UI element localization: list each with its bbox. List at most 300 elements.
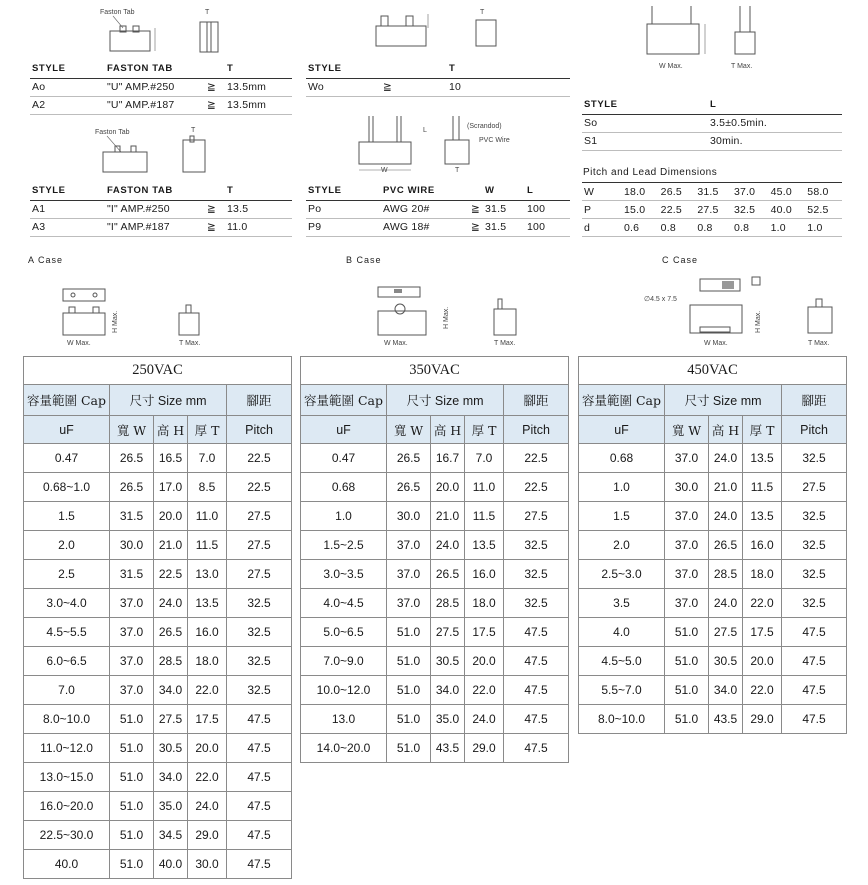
- pitch-cell: 22.5: [227, 444, 292, 473]
- style-cell: A3: [30, 218, 105, 236]
- t-cell: 13.5mm: [225, 78, 292, 96]
- height-cell: 35.0: [154, 792, 188, 821]
- width-cell: 51.0: [665, 705, 709, 734]
- capacity-cell: 8.0~10.0: [579, 705, 665, 734]
- a-case-drawing: [55, 285, 215, 347]
- height-cell: 27.5: [154, 705, 188, 734]
- capacity-cell: 6.0~6.5: [24, 647, 110, 676]
- thickness-cell: 18.0: [188, 647, 227, 676]
- pvc-wire-drawing: [355, 112, 525, 174]
- table-row: [24, 531, 292, 560]
- height-cell: 24.0: [431, 531, 465, 560]
- c-case-label: C Case: [662, 255, 699, 265]
- w-cell: 31.5: [483, 218, 525, 236]
- pitch-cell: 47.5: [227, 734, 292, 763]
- col-t: T: [225, 182, 292, 200]
- col-pitch: 腳距: [782, 385, 847, 416]
- t-cell: 13.5mm: [225, 96, 292, 114]
- thickness-cell: 13.5: [465, 531, 504, 560]
- pitch-cell: 47.5: [227, 763, 292, 792]
- thickness-cell: 13.0: [188, 560, 227, 589]
- height-cell: 28.5: [431, 589, 465, 618]
- style-cell: A1: [30, 200, 105, 218]
- width-cell: 37.0: [665, 531, 709, 560]
- height-cell: 34.0: [709, 676, 743, 705]
- sym-cell: ≧: [205, 78, 225, 96]
- capacity-cell: 14.0~20.0: [301, 734, 387, 763]
- col-faston-tab: FASTON TAB: [105, 182, 205, 200]
- h-max-label-a: H Max.: [112, 310, 119, 333]
- sub-uf: uF: [579, 416, 665, 444]
- pvc-wire-label: PVC Wire: [479, 137, 510, 144]
- col-w: W: [483, 182, 525, 200]
- sub-thickness: 厚 T: [188, 416, 227, 444]
- pitch-cell: 18.0: [622, 183, 659, 201]
- width-cell: 26.5: [387, 473, 431, 502]
- wo-drawing: [368, 6, 508, 52]
- w-max-label-b: W Max.: [384, 340, 408, 347]
- thickness-cell: 17.5: [743, 618, 782, 647]
- thickness-cell: 11.0: [188, 502, 227, 531]
- width-cell: 37.0: [387, 531, 431, 560]
- pitch-cell: 47.5: [782, 647, 847, 676]
- sub-pitch: Pitch: [504, 416, 569, 444]
- height-cell: 16.5: [154, 444, 188, 473]
- height-cell: 21.0: [154, 531, 188, 560]
- width-cell: 37.0: [110, 676, 154, 705]
- height-cell: 27.5: [431, 618, 465, 647]
- width-cell: 51.0: [665, 647, 709, 676]
- pitch-cell: 27.5: [227, 502, 292, 531]
- table-row: [301, 705, 569, 734]
- height-cell: 21.0: [709, 473, 743, 502]
- sub-pitch: Pitch: [782, 416, 847, 444]
- voltage-header: 350VAC: [301, 357, 569, 385]
- height-cell: 43.5: [431, 734, 465, 763]
- thickness-cell: 18.0: [465, 589, 504, 618]
- sub-uf: uF: [24, 416, 110, 444]
- capacity-cell: 4.0~4.5: [301, 589, 387, 618]
- pitch-cell: 47.5: [227, 705, 292, 734]
- col-style: STYLE: [306, 182, 381, 200]
- height-cell: 34.0: [154, 676, 188, 705]
- height-cell: 21.0: [431, 502, 465, 531]
- capacity-cell: 3.5: [579, 589, 665, 618]
- col-capacity: 容量範圍 Cap: [301, 385, 387, 416]
- pitch-cell: 27.5: [695, 201, 732, 219]
- table-row: [301, 618, 569, 647]
- thickness-cell: 29.0: [188, 821, 227, 850]
- capacity-cell: 16.0~20.0: [24, 792, 110, 821]
- width-cell: 37.0: [387, 589, 431, 618]
- thickness-cell: 16.0: [743, 531, 782, 560]
- t-max-label-a: T Max.: [179, 340, 201, 347]
- capacity-cell: 7.0: [24, 676, 110, 705]
- table-row: [24, 792, 292, 821]
- sub-thickness: 厚 T: [743, 416, 782, 444]
- thickness-cell: 22.0: [743, 589, 782, 618]
- faston-tab-drawing-a: [95, 6, 225, 56]
- capacity-cell: 4.5~5.5: [24, 618, 110, 647]
- lead-drawing: [635, 2, 775, 74]
- height-cell: 26.5: [709, 531, 743, 560]
- capacity-cell: 5.0~6.5: [301, 618, 387, 647]
- thickness-cell: 22.0: [188, 763, 227, 792]
- pitch-cell: 32.5: [227, 589, 292, 618]
- style-cell: P9: [306, 218, 381, 236]
- l-cell: 100: [525, 218, 570, 236]
- table-row: [24, 647, 292, 676]
- table-row: [24, 821, 292, 850]
- pitch-cell: 32.5: [782, 531, 847, 560]
- l-cell: 30min.: [708, 132, 842, 150]
- thickness-cell: 8.5: [188, 473, 227, 502]
- thickness-cell: 7.0: [465, 444, 504, 473]
- table-row: [24, 618, 292, 647]
- width-cell: 37.0: [665, 589, 709, 618]
- sym-cell: ≧: [381, 78, 447, 96]
- pitch-cell: 47.5: [504, 647, 569, 676]
- height-cell: 24.0: [154, 589, 188, 618]
- pitch-cell: 47.5: [504, 618, 569, 647]
- sym-cell: ≧: [469, 200, 483, 218]
- tab-cell: "U" AMP.#250: [105, 78, 205, 96]
- height-cell: 30.5: [709, 647, 743, 676]
- pitch-cell: 47.5: [504, 676, 569, 705]
- pitch-row-label: P: [582, 201, 622, 219]
- capacity-cell: 0.47: [24, 444, 110, 473]
- pitch-cell: 32.5: [782, 502, 847, 531]
- height-cell: 30.5: [154, 734, 188, 763]
- capacity-cell: 2.5: [24, 560, 110, 589]
- sym-cell: ≧: [205, 96, 225, 114]
- pitch-cell: 47.5: [504, 734, 569, 763]
- width-cell: 51.0: [387, 647, 431, 676]
- width-cell: 51.0: [387, 618, 431, 647]
- t-cell: 10: [447, 78, 570, 96]
- width-cell: 51.0: [387, 734, 431, 763]
- pitch-cell: 1.0: [805, 219, 842, 237]
- width-cell: 26.5: [110, 473, 154, 502]
- pitch-cell: 22.5: [227, 473, 292, 502]
- width-cell: 51.0: [110, 734, 154, 763]
- pitch-cell: 40.0: [769, 201, 806, 219]
- width-cell: 37.0: [665, 502, 709, 531]
- scrandod-label: (Scrandod): [467, 123, 502, 130]
- table-row: [24, 589, 292, 618]
- height-cell: 30.5: [431, 647, 465, 676]
- pitch-cell: 22.5: [659, 201, 696, 219]
- pitch-cell: 1.0: [769, 219, 806, 237]
- table-row: [301, 647, 569, 676]
- capacity-cell: 40.0: [24, 850, 110, 879]
- thickness-cell: 30.0: [188, 850, 227, 879]
- width-cell: 37.0: [387, 560, 431, 589]
- pitch-cell: 37.0: [732, 183, 769, 201]
- col-pitch: 腳距: [504, 385, 569, 416]
- capacity-cell: 0.68~1.0: [24, 473, 110, 502]
- pitch-cell: 22.5: [504, 444, 569, 473]
- t-max-label-b: T Max.: [494, 340, 516, 347]
- col-t: T: [225, 60, 292, 78]
- capacity-cell: 3.0~3.5: [301, 560, 387, 589]
- thickness-cell: 13.5: [188, 589, 227, 618]
- style-cell: Po: [306, 200, 381, 218]
- capacity-cell: 1.0: [579, 473, 665, 502]
- thickness-cell: 22.0: [743, 676, 782, 705]
- style-cell: Ao: [30, 78, 105, 96]
- pitch-cell: 32.5: [227, 676, 292, 705]
- height-cell: 34.0: [154, 763, 188, 792]
- thickness-cell: 16.0: [188, 618, 227, 647]
- height-cell: 24.0: [709, 502, 743, 531]
- pvc-wire-table: [306, 182, 570, 237]
- capacity-cell: 2.0: [579, 531, 665, 560]
- hole-size-label: ∅4.5 x 7.5: [644, 296, 677, 303]
- table-row: [579, 647, 847, 676]
- tab-cell: "I" AMP.#250: [105, 200, 205, 218]
- thickness-cell: 22.0: [188, 676, 227, 705]
- capacitor-table-250vac: [23, 356, 292, 879]
- capacitor-table-450vac: [578, 356, 847, 734]
- height-cell: 26.5: [431, 560, 465, 589]
- width-cell: 51.0: [665, 618, 709, 647]
- pitch-cell: 0.8: [659, 219, 696, 237]
- pitch-cell: 32.5: [782, 589, 847, 618]
- style-cell: So: [582, 114, 708, 132]
- table-row: [24, 763, 292, 792]
- wo-table: [306, 60, 570, 97]
- h-max-label-b: H Max.: [443, 306, 450, 329]
- pitch-cell: 31.5: [695, 183, 732, 201]
- sub-uf: uF: [301, 416, 387, 444]
- wire-cell: AWG 20#: [381, 200, 469, 218]
- t-label-pvc: T: [455, 167, 460, 174]
- col-size: 尺寸 Size mm: [387, 385, 504, 416]
- height-cell: 24.0: [709, 589, 743, 618]
- t-cell: 13.5: [225, 200, 292, 218]
- pitch-cell: 45.0: [769, 183, 806, 201]
- tab-cell: "I" AMP.#187: [105, 218, 205, 236]
- pitch-cell: 47.5: [782, 618, 847, 647]
- tab-cell: "U" AMP.#187: [105, 96, 205, 114]
- table-row: [24, 560, 292, 589]
- thickness-cell: 13.5: [743, 444, 782, 473]
- table-row: [301, 589, 569, 618]
- pitch-cell: 47.5: [782, 676, 847, 705]
- pitch-cell: 47.5: [227, 792, 292, 821]
- pitch-table: [582, 182, 842, 237]
- capacity-cell: 8.0~10.0: [24, 705, 110, 734]
- table-row: [301, 444, 569, 473]
- sym-cell: ≧: [469, 218, 483, 236]
- c-case-drawing: [640, 275, 840, 347]
- sub-pitch: Pitch: [227, 416, 292, 444]
- capacity-cell: 7.0~9.0: [301, 647, 387, 676]
- capacity-cell: 13.0: [301, 705, 387, 734]
- height-cell: 43.5: [709, 705, 743, 734]
- capacity-cell: 22.5~30.0: [24, 821, 110, 850]
- table-row: [301, 473, 569, 502]
- pitch-row-label: d: [582, 219, 622, 237]
- height-cell: 20.0: [431, 473, 465, 502]
- t-label-wo: T: [480, 9, 485, 16]
- pitch-cell: 0.8: [695, 219, 732, 237]
- thickness-cell: 29.0: [743, 705, 782, 734]
- sub-thickness: 厚 T: [465, 416, 504, 444]
- capacity-cell: 2.0: [24, 531, 110, 560]
- pitch-cell: 32.5: [504, 531, 569, 560]
- thickness-cell: 11.5: [743, 473, 782, 502]
- capacity-cell: 0.47: [301, 444, 387, 473]
- t-max-label-c: T Max.: [808, 340, 830, 347]
- thickness-cell: 29.0: [465, 734, 504, 763]
- w-label: W: [381, 167, 388, 174]
- table-row: [301, 531, 569, 560]
- thickness-cell: 11.0: [465, 473, 504, 502]
- thickness-cell: 7.0: [188, 444, 227, 473]
- thickness-cell: 20.0: [465, 647, 504, 676]
- thickness-cell: 13.5: [743, 502, 782, 531]
- thickness-cell: 17.5: [188, 705, 227, 734]
- width-cell: 37.0: [110, 618, 154, 647]
- w-max-label-c: W Max.: [704, 340, 728, 347]
- width-cell: 30.0: [387, 502, 431, 531]
- col-size: 尺寸 Size mm: [110, 385, 227, 416]
- sub-width: 寬 W: [665, 416, 709, 444]
- faston-tab-label: Faston Tab: [100, 9, 135, 16]
- height-cell: 22.5: [154, 560, 188, 589]
- width-cell: 26.5: [110, 444, 154, 473]
- capacity-cell: 1.5~2.5: [301, 531, 387, 560]
- style-cell: S1: [582, 132, 708, 150]
- table-row: [301, 560, 569, 589]
- table-row: [24, 473, 292, 502]
- l-label: L: [423, 127, 427, 134]
- pitch-cell: 32.5: [504, 589, 569, 618]
- pitch-cell: 22.5: [504, 473, 569, 502]
- col-capacity: 容量範圍 Cap: [24, 385, 110, 416]
- faston-tab-u-table: [30, 60, 292, 115]
- table-row: [579, 560, 847, 589]
- pitch-cell: 47.5: [782, 705, 847, 734]
- thickness-cell: 16.0: [465, 560, 504, 589]
- height-cell: 17.0: [154, 473, 188, 502]
- sym-cell: ≧: [205, 200, 225, 218]
- pitch-cell: 52.5: [805, 201, 842, 219]
- width-cell: 51.0: [110, 792, 154, 821]
- sub-height: 高 H: [154, 416, 188, 444]
- width-cell: 26.5: [387, 444, 431, 473]
- col-t: T: [447, 60, 570, 78]
- col-pvc-wire: PVC WIRE: [381, 182, 469, 200]
- pitch-cell: 47.5: [227, 850, 292, 879]
- pitch-cell: 32.5: [227, 647, 292, 676]
- capacity-cell: 10.0~12.0: [301, 676, 387, 705]
- pitch-cell: 15.0: [622, 201, 659, 219]
- width-cell: 37.0: [110, 647, 154, 676]
- width-cell: 51.0: [110, 763, 154, 792]
- h-max-label-c: H Max.: [755, 310, 762, 333]
- col-l: L: [525, 182, 570, 200]
- height-cell: 34.0: [431, 676, 465, 705]
- capacity-cell: 5.5~7.0: [579, 676, 665, 705]
- thickness-cell: 20.0: [743, 647, 782, 676]
- sub-width: 寬 W: [387, 416, 431, 444]
- width-cell: 30.0: [110, 531, 154, 560]
- pitch-cell: 32.5: [504, 560, 569, 589]
- table-row: [24, 676, 292, 705]
- width-cell: 51.0: [110, 821, 154, 850]
- thickness-cell: 20.0: [188, 734, 227, 763]
- width-cell: 51.0: [387, 705, 431, 734]
- capacity-cell: 1.5: [579, 502, 665, 531]
- thickness-cell: 17.5: [465, 618, 504, 647]
- width-cell: 31.5: [110, 560, 154, 589]
- pitch-cell: 27.5: [227, 531, 292, 560]
- t-label-b: T: [191, 127, 196, 134]
- capacity-cell: 4.5~5.0: [579, 647, 665, 676]
- height-cell: 35.0: [431, 705, 465, 734]
- table-row: [579, 618, 847, 647]
- pitch-cell: 0.8: [732, 219, 769, 237]
- thickness-cell: 11.5: [465, 502, 504, 531]
- col-capacity: 容量範圍 Cap: [579, 385, 665, 416]
- voltage-header: 250VAC: [24, 357, 292, 385]
- table-row: [24, 502, 292, 531]
- pitch-cell: 0.6: [622, 219, 659, 237]
- sub-height: 高 H: [431, 416, 465, 444]
- sub-height: 高 H: [709, 416, 743, 444]
- col-pitch: 腳距: [227, 385, 292, 416]
- pitch-cell: 27.5: [504, 502, 569, 531]
- a-case-label: A Case: [28, 255, 64, 265]
- table-row: [24, 734, 292, 763]
- pitch-cell: 32.5: [732, 201, 769, 219]
- thickness-cell: 18.0: [743, 560, 782, 589]
- width-cell: 31.5: [110, 502, 154, 531]
- sym-cell: ≧: [205, 218, 225, 236]
- height-cell: 40.0: [154, 850, 188, 879]
- pitch-cell: 27.5: [782, 473, 847, 502]
- capacity-cell: 13.0~15.0: [24, 763, 110, 792]
- t-label-a: T: [205, 9, 210, 16]
- w-cell: 31.5: [483, 200, 525, 218]
- style-cell: Wo: [306, 78, 381, 96]
- pitch-cell: 47.5: [227, 821, 292, 850]
- wire-cell: AWG 18#: [381, 218, 469, 236]
- style-cell: A2: [30, 96, 105, 114]
- table-row: [301, 676, 569, 705]
- b-case-label: B Case: [346, 255, 382, 265]
- lead-length-table: [582, 96, 842, 151]
- col-faston-tab: FASTON TAB: [105, 60, 205, 78]
- pitch-cell: 32.5: [782, 444, 847, 473]
- width-cell: 51.0: [387, 676, 431, 705]
- pitch-cell: 32.5: [782, 560, 847, 589]
- table-row: [579, 444, 847, 473]
- col-l: L: [708, 96, 842, 114]
- col-style: STYLE: [582, 96, 708, 114]
- w-max-label-top: W Max.: [659, 63, 683, 70]
- height-cell: 28.5: [709, 560, 743, 589]
- width-cell: 37.0: [665, 560, 709, 589]
- pitch-cell: 32.5: [227, 618, 292, 647]
- capacitor-table-350vac: [300, 356, 569, 763]
- height-cell: 24.0: [709, 444, 743, 473]
- width-cell: 51.0: [110, 705, 154, 734]
- capacity-cell: 3.0~4.0: [24, 589, 110, 618]
